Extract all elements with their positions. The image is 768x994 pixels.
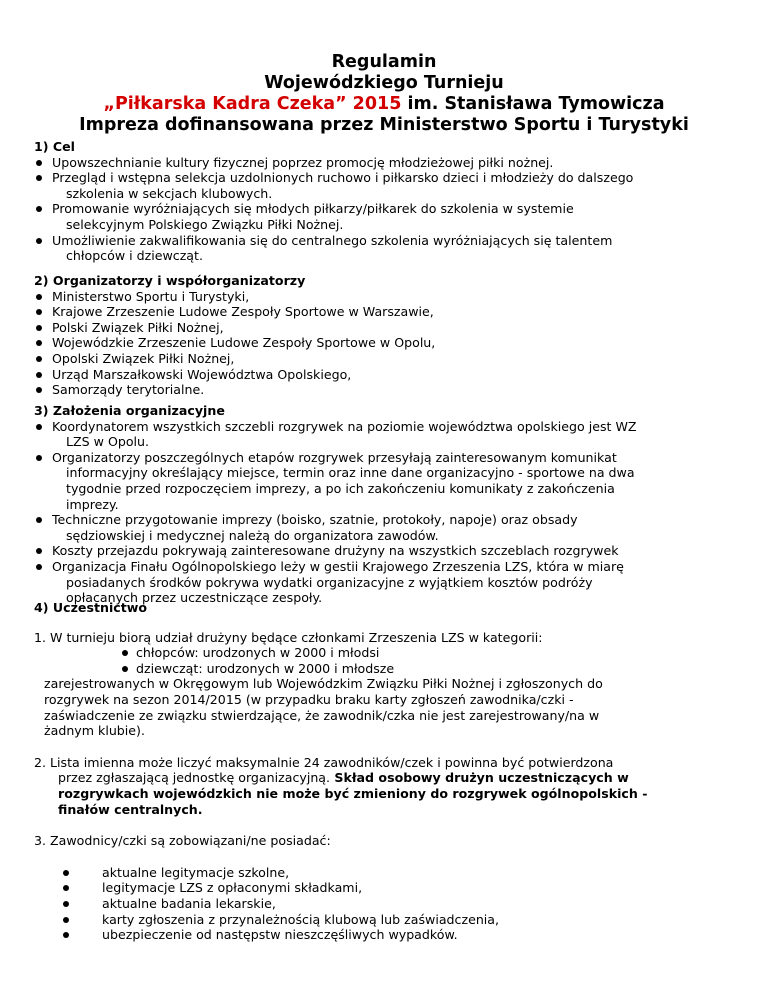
section-heading: 2) Organizatorzy i współorganizatorzy [34, 273, 306, 288]
list-item: Organizatorzy poszczególnych etapów rozgrywek przesyłają zainteresowanym komunikat informacyjny określający miejsce, termin oraz inne dane organizacyjno - sportowe na dwa tygodnie przed rozpoczęciem imprezy, a po ich zakończeniu komunikaty z zakończenia imprezy. [34, 450, 724, 512]
list-item: Upowszechnianie kultury fizycznej poprzez promocję młodzieżowej piłki nożnej. [34, 155, 724, 171]
title-tournament: Wojewódzkiego Turnieju [264, 73, 504, 93]
list-item: Krajowe Zrzeszenie Ludowe Zespoły Sportowe w Warszawie, [34, 304, 724, 320]
list-item: aktualne badania lekarskie, [50, 896, 694, 912]
section-organizatorzy [34, 273, 724, 398]
section-uczestnictwo [34, 600, 724, 943]
section-zalozenia [34, 403, 724, 606]
list-item: Koszty przejazdu pokrywają zainteresowane drużyny na wszystkich szczeblach rozgrywek [34, 543, 724, 559]
list-item: Koordynatorem wszystkich szczebli rozgrywek na poziomie województwa opolskiego jest WZ LZS w Opolu. [34, 419, 724, 450]
list-item: karty zgłoszenia z przynależnością klubową lub zaświadczenia, [50, 912, 694, 928]
list-item: legitymacje LZS z opłaconymi składkami, [50, 880, 694, 896]
category-girls: dziewcząt: urodzonych w 2000 i młodsze [50, 661, 694, 677]
title-patron: im. Stanisława Tymowicza [401, 94, 665, 114]
list-item: ubezpieczenie od następstw nieszczęśliwych wypadków. [50, 927, 694, 943]
title-block [0, 52, 768, 136]
list-item: Ministerstwo Sportu i Turystyki, [34, 289, 724, 305]
title-name [0, 94, 768, 115]
list-item: Techniczne przygotowanie imprezy (boisko, szatnie, protokoły, napoje) oraz obsady sędziowskiej i medycznej należą do organizatora zawodów. [34, 512, 724, 543]
list-item: Samorządy terytorialne. [34, 382, 724, 398]
list-item: Umożliwienie zakwalifikowania się do centralnego szkolenia wyróżniających się talentem chłopców i dziewcząt. [34, 233, 724, 264]
title-regulamin: Regulamin [331, 52, 437, 72]
paragraph: zarejestrowanych w Okręgowym lub Wojewódzkim Związku Piłki Nożnej i zgłoszonych do rozgrywek na sezon 2014/2015 (w przypadku braku karty zgłoszeń zawodnika/czki - zaświadczenie ze związku stwierdzające, że zawodnik/czka nie jest zarejestrowany/na w żadnym klubie). [44, 676, 603, 739]
list-item: aktualne legitymacje szkolne, [50, 865, 694, 881]
list-item: Organizacja Finału Ogólnopolskiego leży w gestii Krajowego Zrzeszenia LZS, która w miarę posiadanych środków pokrywa wydatki organizacyjne z wyjątkiem kosztów podróży opłacanych przez uczestniczące zespoły. [34, 559, 724, 606]
list-item: Opolski Związek Piłki Nożnej, [34, 351, 724, 367]
category-boys: chłopców: urodzonych w 2000 i młodsi [50, 645, 694, 661]
section-heading: 3) Założenia organizacyjne [34, 403, 225, 418]
section-cel [34, 139, 724, 264]
title-funding: Impreza dofinansowana przez Ministerstwo Sportu i Turystyki [79, 115, 689, 135]
list-item: Przegląd i wstępna selekcja uzdolnionych ruchowo i piłkarsko dzieci i młodzieży do dalszego szkolenia w sekcjach klubowych. [34, 170, 724, 201]
numbered-item-1: 1. W turnieju biorą udział drużyny będące członkami Zrzeszenia LZS w kategorii: chłopców: urodzonych w 2000 i młodsi dziewcząt: urodzonych w 2000 i młodsze zarejestrowanych w Okręgowym lub Wojewódzkim Związku Piłki Nożnej i zgłoszonych do rozgrywek na sezon 2014/2015 (w przypadku braku karty zgłoszeń zawodnika/czki - zaświadczenie ze związku stwierdzające, że zawodnik/czka nie jest zarejestrowany/na w żadnym klubie). [4, 630, 694, 739]
section-heading: 1) Cel [34, 139, 76, 154]
list-item: Wojewódzkie Zrzeszenie Ludowe Zespoły Sportowe w Opolu, [34, 335, 724, 351]
numbered-item-3: 3. Zawodnicy/czki są zobowiązani/ne posiadać: aktualne legitymacje szkolne, legitymacje LZS z opłaconymi składkami, aktualne badania lekarskie, karty zgłoszenia z przynależnością klubową lub zaświadczenia, ubezpieczenie od następstw nieszczęśliwych wypadków. [4, 833, 694, 943]
list-item: Promowanie wyróżniających się młodych piłkarzy/piłkarek do szkolenia w systemie selekcyjnym Polskiego Związku Piłki Nożnej. [34, 201, 724, 232]
numbered-item-2: 2. Lista imienna może liczyć maksymalnie 24 zawodników/czek i powinna być potwierdzona przez zgłaszającą jednostkę organizacyjną. Skład osobowy drużyn uczestniczących w rozgrywkach wojewódzkich nie może być zmieniony do rozgrywek ogólnopolskich - finałów centralnych. [34, 754, 648, 817]
list-item: Urząd Marszałkowski Województwa Opolskiego, [34, 367, 724, 383]
list-item: Polski Związek Piłki Nożnej, [34, 320, 724, 336]
title-red-name: „Piłkarska Kadra Czeka” 2015 [103, 94, 402, 114]
section-heading: 4) Uczestnictwo [34, 600, 148, 615]
